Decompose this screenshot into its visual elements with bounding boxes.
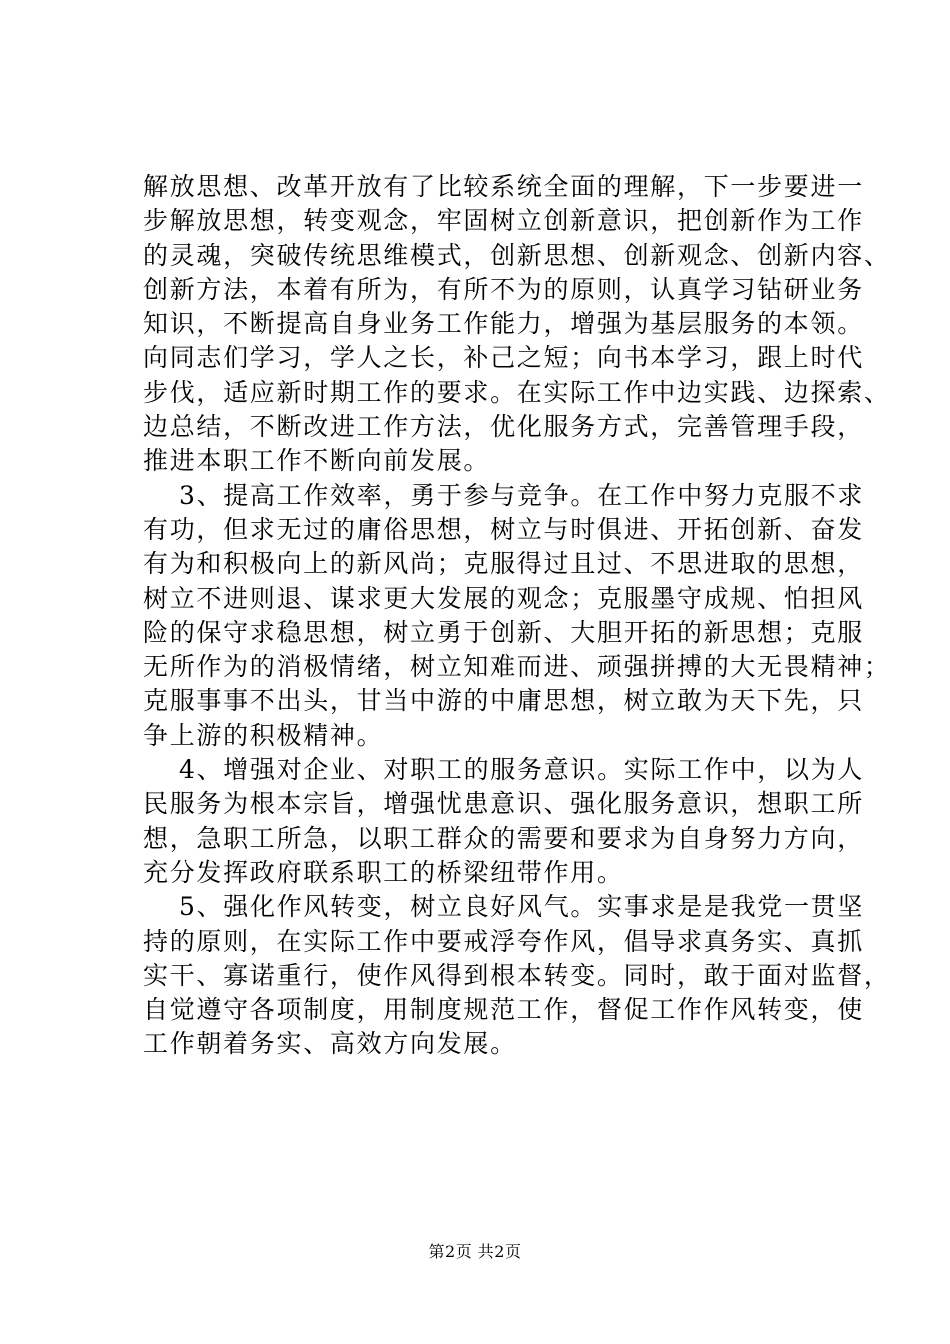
text-line: 步伐，适应新时期工作的要求。在实际工作中边实践、边探索、 bbox=[143, 377, 891, 407]
text-line: 争上游的积极精神。 bbox=[143, 720, 384, 750]
text-line: 想，急职工所急，以职工群众的需要和要求为自身努力方向， bbox=[143, 823, 864, 853]
paragraph-first-line: 4、增强对企业、对职工的服务意识。实际工作中，以为人 bbox=[179, 755, 865, 785]
paragraph-first-line: 3、提高工作效率，勇于参与竞争。在工作中努力克服不求 bbox=[179, 480, 865, 510]
text-line: 险的保守求稳思想，树立勇于创新、大胆开拓的新思想；克服 bbox=[143, 617, 864, 647]
text-line: 实干、寡诺重行，使作风得到根本转变。同时，敢于面对监督， bbox=[143, 960, 891, 990]
text-line: 有为和积极向上的新风尚；克服得过且过、不思进取的思想， bbox=[143, 549, 864, 579]
text-line: 创新方法，本着有所为，有所不为的原则，认真学习钻研业务 bbox=[143, 274, 864, 304]
text-line: 推进本职工作不断向前发展。 bbox=[143, 446, 491, 476]
text-line: 知识，不断提高自身业务工作能力，增强为基层服务的本领。 bbox=[143, 309, 864, 339]
text-line: 树立不进则退、谋求更大发展的观念；克服墨守成规、怕担风 bbox=[143, 583, 864, 613]
document-body bbox=[143, 170, 891, 1062]
text-line: 边总结，不断改进工作方法，优化服务方式，完善管理手段， bbox=[143, 412, 864, 442]
text-line: 克服事事不出头，甘当中游的中庸思想，树立敢为天下先，只 bbox=[143, 686, 864, 716]
text-line: 充分发挥政府联系职工的桥梁纽带作用。 bbox=[143, 857, 624, 887]
text-line: 民服务为根本宗旨，增强忧患意识、强化服务意识，想职工所 bbox=[143, 789, 864, 819]
text-line: 工作朝着务实、高效方向发展。 bbox=[143, 1029, 517, 1059]
text-line: 向同志们学习，学人之长，补己之短；向书本学习，跟上时代 bbox=[143, 343, 864, 373]
text-line: 持的原则，在实际工作中要戒浮夸作风，倡导求真务实、真抓 bbox=[143, 926, 864, 956]
text-line: 自觉遵守各项制度，用制度规范工作，督促工作作风转变，使 bbox=[143, 995, 864, 1025]
page-number-footer: 第2页 共2页 bbox=[428, 1242, 522, 1261]
text-line: 解放思想、改革开放有了比较系统全面的理解，下一步要进一 bbox=[143, 172, 864, 201]
text-line: 的灵魂，突破传统思维模式，创新思想、创新观念、创新内容、 bbox=[143, 240, 891, 270]
paragraph-first-line: 5、强化作风转变，树立良好风气。实事求是是我党一贯坚 bbox=[179, 892, 865, 922]
text-line: 无所作为的消极情绪，树立知难而进、顽强拼搏的大无畏精神； bbox=[143, 652, 891, 682]
text-line: 步解放思想，转变观念，牢固树立创新意识，把创新作为工作 bbox=[143, 206, 864, 236]
text-line: 有功，但求无过的庸俗思想，树立与时俱进、开拓创新、奋发 bbox=[143, 514, 864, 544]
